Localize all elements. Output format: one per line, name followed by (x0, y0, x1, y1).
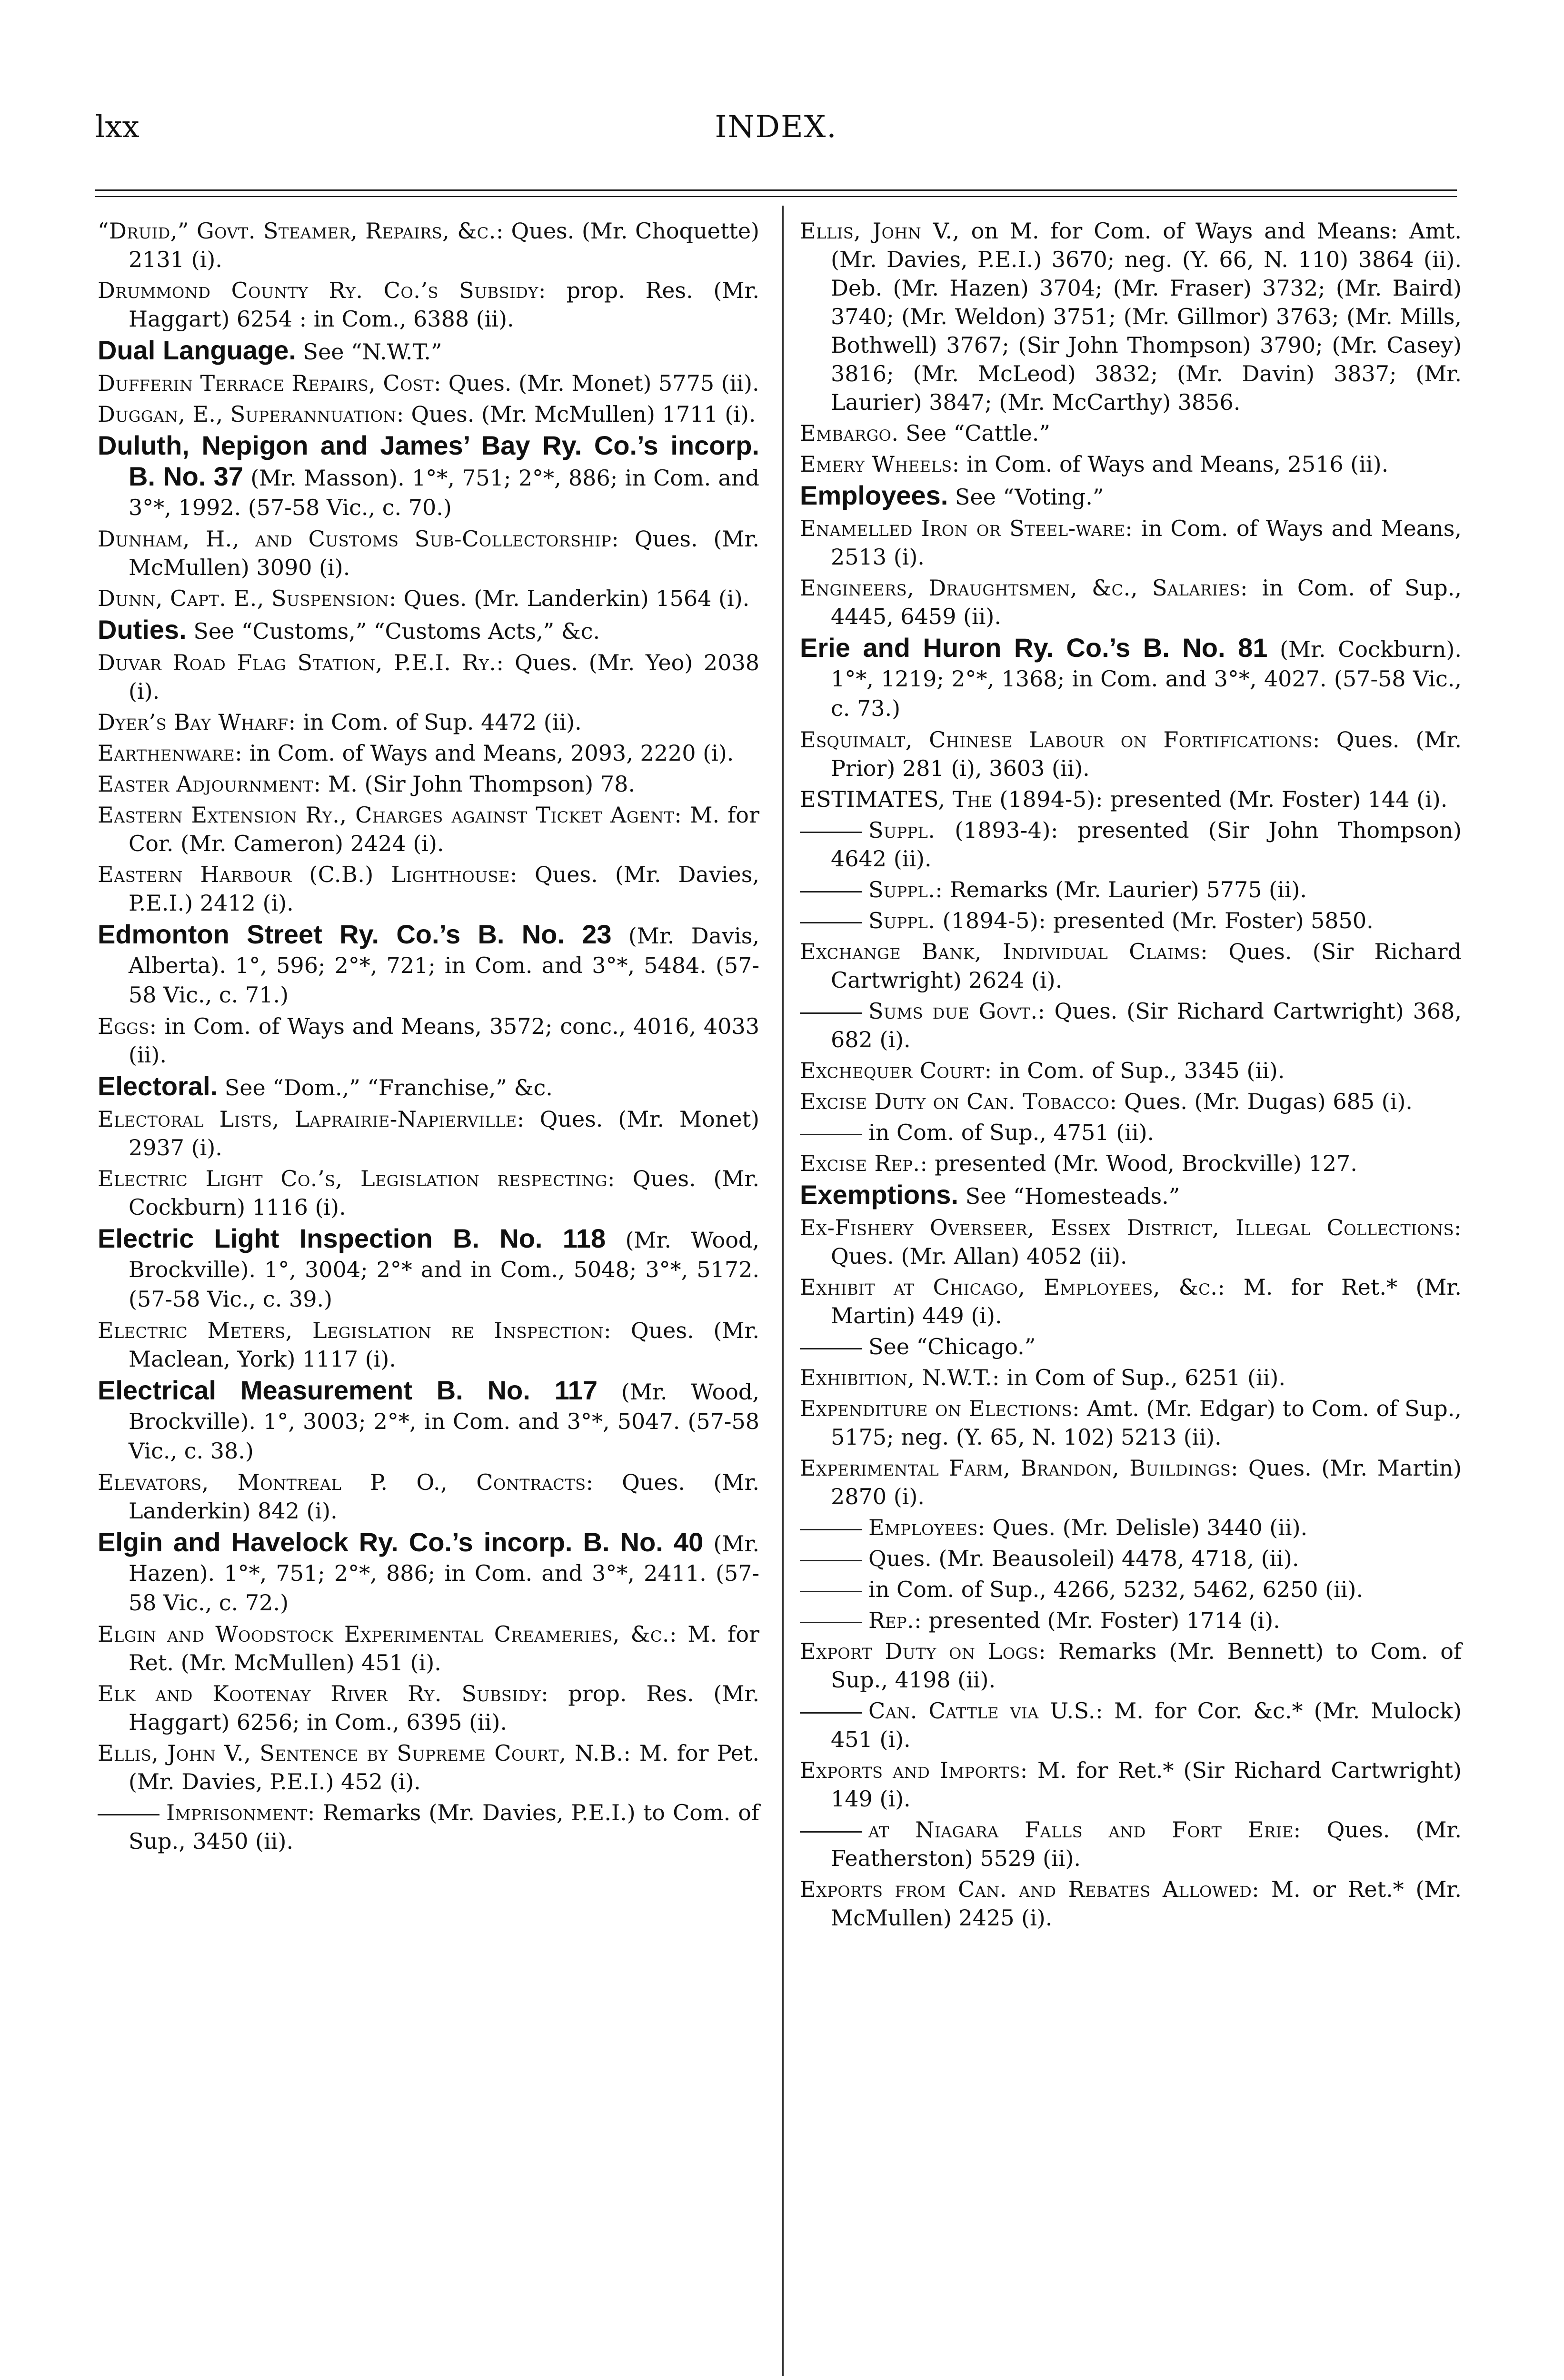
index-entry (800, 217, 1462, 416)
index-entry-heading: at Niagara Falls and Fort Erie: (868, 1817, 1301, 1843)
index-entry-text: Ques. (Mr. Monet) 2937 (i). (129, 1106, 759, 1160)
index-entry-text: (Mr. Hazen). 1°*, 751; 2°*, 886; in Com. and 3°*, 2411. (57-58 Vic., c. 72.) (129, 1531, 759, 1616)
index-entry-text: (Mr. Wood, Brockville). 1°, 3003; 2°*, in Com. and 3°*, 5047. (57-58 Vic., c. 38.) (129, 1379, 759, 1464)
index-entry (98, 1105, 759, 1162)
index-entry (98, 525, 759, 582)
index-entry (800, 574, 1462, 631)
index-entry (98, 1376, 759, 1466)
index-entry (98, 708, 759, 736)
index-entry-heading: Elgin and Havelock Ry. Co.’s incorp. B. No. 40 (98, 1527, 704, 1557)
index-entry-text: Remarks (Mr. Davies, P.E.I.) to Com. of Sup., 3450 (ii). (129, 1800, 759, 1854)
index-entry-heading: Exchequer Court: (800, 1058, 992, 1083)
index-entry (800, 1513, 1462, 1542)
index-entry-heading: Exchange Bank, Individual Claims: (800, 939, 1208, 964)
index-entry (98, 860, 759, 917)
index-entry (98, 1071, 759, 1102)
index-entry-heading: Elgin and Woodstock Experimental Creameries, &c.: (98, 1621, 677, 1647)
index-entry (800, 1875, 1462, 1932)
index-entry-heading: Erie and Huron Ry. Co.’s B. No. 81 (800, 633, 1268, 663)
index-entry (98, 1620, 759, 1677)
index-entry-text: (Mr. Masson). 1°*, 751; 2°*, 886; in Com. and 3°*, 1992. (57-58 Vic., c. 70.) (129, 465, 760, 520)
index-entry-heading: Imprisonment: (166, 1800, 315, 1825)
index-entry-text: Ques. (Mr. Featherston) 5529 (ii). (831, 1817, 1462, 1871)
index-entry-text: Ques. (Sir Richard Cartwright) 368, 682 (i). (831, 998, 1462, 1052)
repeat-dash (800, 1712, 862, 1714)
index-entry-heading: ESTIMATES, The (1894-5): (800, 786, 1103, 812)
repeat-dash (800, 1591, 862, 1592)
index-entry (800, 875, 1462, 904)
index-entry-text: in Com. of Ways and Means, 3572; conc., 4016, 4033 (ii). (129, 1013, 759, 1068)
index-entry (800, 1363, 1462, 1392)
index-entry-heading: Expenditure on Elections: (800, 1396, 1080, 1421)
repeat-dash (800, 1134, 862, 1135)
index-entry-text: M. for Ret.* (Sir Richard Cartwright) 149 (i). (831, 1757, 1462, 1812)
index-entry-heading: Electric Light Inspection B. No. 118 (98, 1223, 606, 1253)
index-entry-heading: Eggs: (98, 1013, 157, 1039)
index-entry (800, 1118, 1462, 1147)
index-entry (98, 739, 759, 767)
index-entry-text: Amt. (Mr. Edgar) to Com. of Sup., 5175; neg. (Y. 65, N. 102) 5213 (ii). (831, 1396, 1462, 1450)
index-entry-text: Ques. (Mr. McMullen) 3090 (i). (129, 526, 759, 580)
index-entry-heading: Dunn, Capt. E., Suspension: (98, 585, 397, 611)
index-entry (98, 1739, 759, 1796)
index-column-left (98, 217, 759, 1858)
index-entry-text: Ques. (Mr. Delisle) 3440 (ii). (985, 1515, 1308, 1540)
index-entry (98, 648, 759, 705)
index-entry-heading: Engineers, Draughtsmen, &c., Salaries: (800, 575, 1248, 601)
index-entry-text: M. for Ret. (Mr. McMullen) 451 (i). (129, 1621, 759, 1676)
index-entry (800, 1575, 1462, 1604)
index-entry (800, 1394, 1462, 1451)
repeat-dash (800, 1348, 862, 1349)
index-entry-heading: Electoral. (98, 1071, 218, 1101)
index-entry-text: in Com. of Ways and Means, 2093, 2220 (i). (242, 740, 734, 766)
index-entry (98, 1679, 759, 1736)
index-entry (98, 431, 759, 522)
index-entry (800, 1180, 1462, 1211)
index-entry-heading: Duties. (98, 615, 187, 645)
index-entry-text: Ques. (Mr. Davies, P.E.I.) 2412 (i). (129, 862, 760, 916)
index-entry-heading: Suppl.: (868, 877, 943, 902)
index-entry (98, 920, 759, 1010)
index-entry-text: Ques. (Mr. Dugas) 685 (i). (1117, 1089, 1413, 1114)
index-entry-heading: Eastern Extension Ry., Charges against Ticket Agent: (98, 802, 682, 828)
index-entry-heading: Electric Meters, Legislation re Inspection: (98, 1318, 612, 1343)
header-rule (95, 189, 1457, 191)
index-entry-text: M. for Pet. (Mr. Davies, P.E.I.) 452 (i). (129, 1740, 759, 1795)
index-entry (98, 1527, 759, 1617)
repeat-dash (800, 922, 862, 923)
index-entry-text: (Mr. Cockburn). 1°*, 1219; 2°*, 1368; in Com. and 3°*, 4027. (57-58 Vic., c. 73.) (831, 636, 1462, 721)
index-entry-text: in Com. of Sup., 4266, 5232, 5462, 6250 (ii). (868, 1577, 1364, 1602)
repeat-dash (800, 1012, 862, 1014)
column-divider (782, 206, 784, 2376)
index-entry (800, 450, 1462, 478)
index-entry-text: Ques. (Mr. Choquette) 2131 (i). (129, 218, 759, 272)
index-entry-heading: Enamelled Iron or Steel-ware: (800, 516, 1133, 541)
index-entry-heading: Can. Cattle via U.S.: (868, 1698, 1104, 1724)
index-entry-heading: Easter Adjournment: (98, 771, 321, 797)
index-entry-text: prop. Res. (Mr. Haggart) 6254 : in Com., 6388 (ii). (129, 278, 759, 332)
index-entry (800, 481, 1462, 512)
index-entry (98, 1798, 759, 1855)
index-entry (800, 1637, 1462, 1694)
index-entry-heading: Excise Duty on Can. Tobacco: (800, 1089, 1117, 1114)
index-entry-heading: Duggan, E., Superannuation: (98, 401, 404, 427)
index-entry (800, 1332, 1462, 1361)
index-entry-text: See “Voting.” (948, 484, 1104, 510)
index-entry-text: Remarks (Mr. Bennett) to Com. of Sup., 4198 (ii). (831, 1638, 1462, 1693)
page-title: INDEX. (715, 109, 837, 145)
index-entry (98, 400, 759, 428)
index-entry-text: See “Dom.,” “Franchise,” &c. (218, 1075, 553, 1101)
index-entry-heading: Duvar Road Flag Station, P.E.I. Ry.: (98, 650, 504, 675)
index-entry-heading: Electoral Lists, Laprairie-Napierville: (98, 1106, 525, 1132)
index-entry (800, 1149, 1462, 1178)
index-entry (98, 1468, 759, 1525)
index-entry-text: Ques. (Mr. Martin) 2870 (i). (831, 1455, 1462, 1509)
index-entry-heading: Emery Wheels: (800, 451, 960, 477)
index-entry (800, 1756, 1462, 1813)
index-entry (800, 785, 1462, 813)
index-entry-text: on M. for Com. of Ways and Means: Amt. (Mr. Davies, P.E.I.) 3670; neg. (Y. 66, N. 110) 3864 (ii). Deb. (Mr. Hazen) 3704; (Mr. Fraser) 3732; (Mr. Baird) 3740; (Mr. Weldon) 3751; (Mr. Gillmor) 3763; (Mr. Mills, Bothwell) 3767; (Sir John Thompson) 3790; (Mr. Casey) 3816; (Mr. McLeod) 3832; (Mr. Davin) 3837; (Mr. Laurier) 3847; (Mr. McCarthy) 3856. (831, 218, 1462, 415)
page-header (95, 100, 1457, 152)
index-entry-heading: Export Duty on Logs: (800, 1638, 1046, 1664)
index-entry-heading: Exhibit at Chicago, Employees, &c.: (800, 1274, 1225, 1300)
index-entry (800, 1696, 1462, 1754)
index-entry-heading: Experimental Farm, Brandon, Buildings: (800, 1455, 1239, 1481)
index-entry-heading: Elk and Kootenay River Ry. Subsidy: (98, 1681, 549, 1706)
index-entry (800, 725, 1462, 783)
index-entry-text: See “Chicago.” (868, 1334, 1036, 1359)
index-entry-heading: Exemptions. (800, 1180, 958, 1210)
index-entry (800, 419, 1462, 447)
index-entry-text: Ques. (Mr. Landerkin) 842 (i). (129, 1469, 759, 1524)
index-entry-heading: Exports and Imports: (800, 1757, 1028, 1783)
index-entry-text: Ques. (Mr. Maclean, York) 1117 (i). (129, 1318, 759, 1372)
index-entry-heading: Eastern Harbour (C.B.) Lighthouse: (98, 862, 518, 887)
index-entry (98, 217, 759, 274)
index-entry-heading: Electric Light Co.’s, Legislation respecting: (98, 1166, 615, 1191)
index-entry-text: in Com of Sup., 6251 (ii). (999, 1365, 1285, 1390)
index-entry-text: presented (Mr. Foster) 144 (i). (1103, 786, 1448, 812)
index-entry-text: Ques. (Mr. Landerkin) 1564 (i). (397, 585, 750, 611)
index-entry-heading: Suppl. (1894-5): (868, 908, 1046, 933)
index-entry (98, 1224, 759, 1314)
index-entry-text: See “Homesteads.” (958, 1183, 1180, 1209)
index-entry (800, 1454, 1462, 1511)
index-entry (800, 1815, 1462, 1873)
index-entry (800, 1087, 1462, 1116)
index-entry-text: Ques. (Mr. Prior) 281 (i), 3603 (ii). (831, 727, 1462, 781)
index-entry (98, 276, 759, 333)
index-entry (800, 1544, 1462, 1573)
index-entry-heading: “Druid,” Govt. Steamer, Repairs, &c.: (98, 218, 504, 244)
header-rule-thin (95, 196, 1457, 197)
index-entry-text: presented (Mr. Foster) 1714 (i). (922, 1607, 1280, 1633)
index-entry-text: M. for Cor. &c.* (Mr. Mulock) 451 (i). (831, 1698, 1462, 1752)
index-entry (800, 1606, 1462, 1635)
index-entry (98, 369, 759, 397)
index-entry-text: presented (Mr. Foster) 5850. (1046, 908, 1374, 933)
index-entry-heading: Exports from Can. and Rebates Allowed: (800, 1876, 1260, 1902)
index-entry-heading: Elevators, Montreal P. O., Contracts: (98, 1469, 594, 1495)
index-entry-heading: Duluth, Nepigon and James’ Bay Ry. Co.’s incorp. B. No. 37 (98, 430, 759, 491)
index-entry-text: (Mr. Wood, Brockville). 1°, 3004; 2°* and in Com., 5048; 3°*, 5172. (57-58 Vic., c. 39.) (129, 1227, 759, 1312)
index-entry-text: prop. Res. (Mr. Haggart) 6256; in Com., 6395 (ii). (129, 1681, 759, 1735)
repeat-dash (98, 1814, 159, 1815)
index-entry-heading: Electrical Measurement B. No. 117 (98, 1375, 598, 1405)
index-entry (98, 1164, 759, 1221)
index-entry-heading: Ex-Fishery Overseer, Essex District, Illegal Collections: (800, 1215, 1462, 1240)
page-number: lxx (95, 109, 139, 145)
index-entry-heading: Dual Language. (98, 335, 296, 365)
index-entry-heading: Embargo. (800, 420, 899, 446)
index-entry-heading: Ellis, John V., Sentence by Supreme Court, N.B.: (98, 1740, 631, 1766)
index-entry (800, 816, 1462, 873)
index-column-right (800, 217, 1462, 1934)
index-entry (98, 1316, 759, 1373)
index-entry-heading: Suppl. (1893-4): (868, 817, 1058, 843)
repeat-dash (800, 1622, 862, 1623)
index-entry-text: (Mr. Davis, Alberta). 1°, 596; 2°*, 721; in Com. and 3°*, 5484. (57-58 Vic., c. 71.) (129, 923, 759, 1008)
index-entry (98, 584, 759, 613)
index-entry-heading: Ellis, John V., (800, 218, 960, 244)
index-entry-heading: Dunham, H., and Customs Sub-Collectorship: (98, 526, 619, 552)
index-entry-heading: Sums due Govt.: (868, 998, 1046, 1024)
index-entry-text: M. (Sir John Thompson) 78. (321, 771, 635, 797)
index-entry (800, 937, 1462, 994)
index-entry (98, 770, 759, 798)
repeat-dash (800, 891, 862, 892)
index-entry-text: in Com. of Sup., 4445, 6459 (ii). (831, 575, 1462, 629)
index-entry-heading: Excise Rep.: (800, 1150, 928, 1176)
index-entry-text: Ques. (Mr. Allan) 4052 (ii). (831, 1243, 1127, 1269)
index-entry-text: M. or Ret.* (Mr. McMullen) 2425 (i). (831, 1876, 1462, 1931)
index-entry-heading: Drummond County Ry. Co.’s Subsidy: (98, 278, 546, 303)
index-entry-heading: Edmonton Street Ry. Co.’s B. No. 23 (98, 919, 612, 949)
index-entry-text: Ques. (Sir Richard Cartwright) 2624 (i). (831, 939, 1462, 993)
index-entry-text: Remarks (Mr. Laurier) 5775 (ii). (943, 877, 1307, 902)
index-entry-text: presented (Sir John Thompson) 4642 (ii). (831, 817, 1462, 872)
index-entry-text: in Com. of Sup., 3345 (ii). (992, 1058, 1285, 1083)
index-entry (800, 514, 1462, 571)
repeat-dash (800, 1831, 862, 1833)
index-entry (800, 906, 1462, 935)
index-entry (98, 615, 759, 646)
index-entry-text: Ques. (Mr. McMullen) 1711 (i). (404, 401, 756, 427)
index-entry-text: Ques. (Mr. Monet) 5775 (ii). (441, 370, 759, 396)
index-entry (98, 336, 759, 367)
index-entry (98, 801, 759, 858)
index-entry-heading: Dyer’s Bay Wharf: (98, 709, 296, 735)
repeat-dash (800, 832, 862, 833)
index-entry-text: Ques. (Mr. Cockburn) 1116 (i). (129, 1166, 759, 1220)
index-entry-text: M. for Ret.* (Mr. Martin) 449 (i). (831, 1274, 1462, 1329)
index-entry (800, 997, 1462, 1054)
index-entry-text: Ques. (Mr. Yeo) 2038 (i). (129, 650, 759, 704)
index-entry-heading: Exhibition, N.W.T.: (800, 1365, 1000, 1390)
index-entry-text: See “N.W.T.” (296, 339, 442, 365)
index-entry-text: See “Customs,” “Customs Acts,” &c. (186, 618, 600, 644)
index-entry-heading: Rep.: (868, 1607, 922, 1633)
repeat-dash (800, 1529, 862, 1530)
index-entry-text: Ques. (Mr. Beausoleil) 4478, 4718, (ii). (868, 1546, 1299, 1571)
index-entry-heading: Employees. (800, 480, 948, 510)
index-entry-heading: Dufferin Terrace Repairs, Cost: (98, 370, 442, 396)
repeat-dash (800, 1560, 862, 1561)
index-entry-heading: Earthenware: (98, 740, 243, 766)
index-entry (800, 633, 1462, 723)
index-entry-text: presented (Mr. Wood, Brockville) 127. (927, 1150, 1357, 1176)
index-entry-heading: Esquimalt, Chinese Labour on Fortifications: (800, 727, 1320, 753)
index-entry-text: in Com. of Ways and Means, 2516 (ii). (959, 451, 1389, 477)
index-entry (800, 1213, 1462, 1270)
index-entry-text: M. for Cor. (Mr. Cameron) 2424 (i). (129, 802, 759, 856)
index-entry (800, 1273, 1462, 1330)
index-entry (800, 1056, 1462, 1085)
index-entry-heading: Employees: (868, 1515, 986, 1540)
index-entry-text: in Com. of Ways and Means, 2513 (i). (831, 516, 1462, 570)
index-entry-text: See “Cattle.” (898, 420, 1050, 446)
index-entry-text: in Com. of Sup. 4472 (ii). (296, 709, 582, 735)
index-entry-text: in Com. of Sup., 4751 (ii). (868, 1120, 1155, 1145)
index-entry (98, 1012, 759, 1069)
